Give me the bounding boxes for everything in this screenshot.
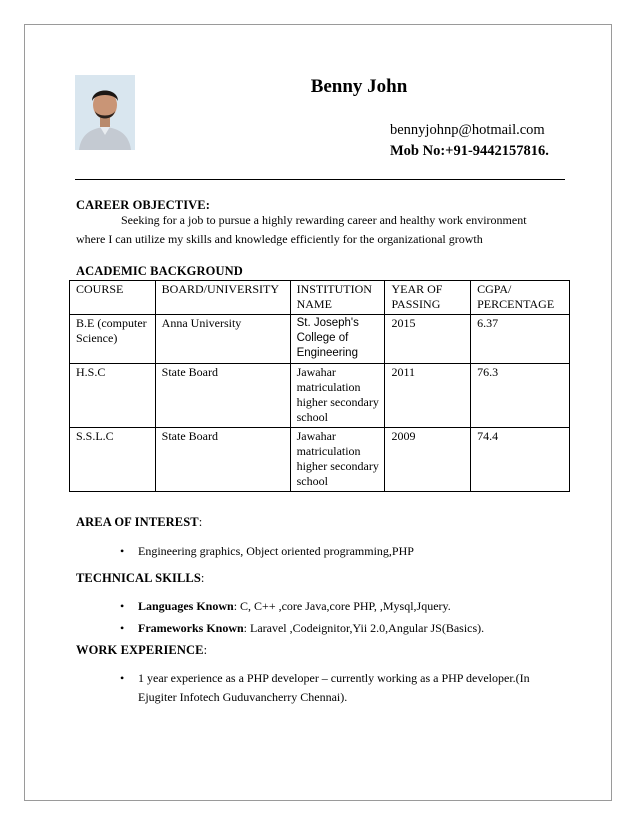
year-cell: 2011	[385, 364, 471, 428]
course-cell: S.S.L.C	[70, 428, 156, 492]
institution-cell: Jawahar matriculation higher secondary school	[290, 364, 385, 428]
bullet-icon: •	[120, 544, 125, 558]
score-cell: 76.3	[471, 364, 570, 428]
career-line-2: where I can utilize my skills and knowledge efficiently for the organizational growth	[76, 232, 483, 246]
interest-text: Engineering graphics, Object oriented programming,PHP	[138, 544, 414, 558]
header-divider	[75, 179, 565, 180]
column-header: COURSE	[70, 281, 156, 315]
institution-cell: Jawahar matriculation higher secondary school	[290, 428, 385, 492]
column-header: YEAR OF PASSING	[385, 281, 471, 315]
candidate-name: Benny John	[310, 76, 408, 97]
skill-value: : C, C++ ,core Java,core PHP, ,Mysql,Jquery.	[233, 599, 451, 613]
column-header: CGPA/ PERCENTAGE	[471, 281, 570, 315]
year-cell: 2009	[385, 428, 471, 492]
board-cell: State Board	[155, 364, 290, 428]
list-item	[120, 619, 484, 638]
list-item	[120, 542, 414, 561]
career-line-1: Seeking for a job to pursue a highly rewarding career and healthy work environment	[121, 213, 527, 227]
technical-skills-title: TECHNICAL SKILLS	[76, 571, 201, 585]
work-experience-title: WORK EXPERIENCE	[76, 643, 204, 657]
column-header: BOARD/UNIVERSITY	[155, 281, 290, 315]
score-cell: 74.4	[471, 428, 570, 492]
list-item	[120, 669, 530, 707]
work-experience-heading	[76, 643, 207, 658]
table-header-row	[70, 281, 570, 315]
bullet-icon: •	[120, 621, 125, 635]
course-cell: B.E (computer Science)	[70, 315, 156, 364]
skill-key: Languages Known	[138, 599, 234, 613]
email-address: bennyjohnp@hotmail.com	[390, 122, 545, 138]
year-cell: 2015	[385, 315, 471, 364]
list-item	[120, 597, 484, 616]
bullet-icon: •	[120, 599, 125, 613]
area-of-interest-heading	[76, 515, 202, 530]
table-row	[70, 428, 570, 492]
experience-line-1: 1 year experience as a PHP developer – currently working as a PHP developer.(In	[138, 671, 530, 685]
bullet-icon: •	[120, 671, 125, 685]
table-row	[70, 315, 570, 364]
board-cell: Anna University	[155, 315, 290, 364]
score-cell: 6.37	[471, 315, 570, 364]
column-header: INSTITUTION NAME	[290, 281, 385, 315]
skill-key: Frameworks Known	[138, 621, 244, 635]
area-of-interest-title: AREA OF INTEREST	[76, 515, 199, 529]
table-row	[70, 364, 570, 428]
heading-colon: :	[198, 515, 203, 529]
experience-line-2: Ejugiter Infotech Guduvancherry Chennai).	[138, 690, 348, 704]
heading-colon: :	[203, 643, 208, 657]
skill-value: : Laravel ,Codeignitor,Yii 2.0,Angular JS(Basics).	[243, 621, 485, 635]
academic-heading: ACADEMIC BACKGROUND	[76, 264, 243, 278]
course-cell: H.S.C	[70, 364, 156, 428]
academic-table	[69, 280, 570, 492]
board-cell: State Board	[155, 428, 290, 492]
skills-list	[120, 597, 484, 641]
experience-list	[120, 669, 530, 710]
career-objective-heading: CAREER OBJECTIVE:	[76, 198, 211, 212]
technical-skills-heading	[76, 571, 205, 586]
phone-number: Mob No:+91-9442157816.	[390, 143, 549, 159]
institution-cell: St. Joseph's College of Engineering	[290, 315, 385, 364]
career-objective-text	[76, 211, 551, 249]
heading-colon: :	[200, 571, 205, 585]
interest-list	[120, 542, 414, 564]
